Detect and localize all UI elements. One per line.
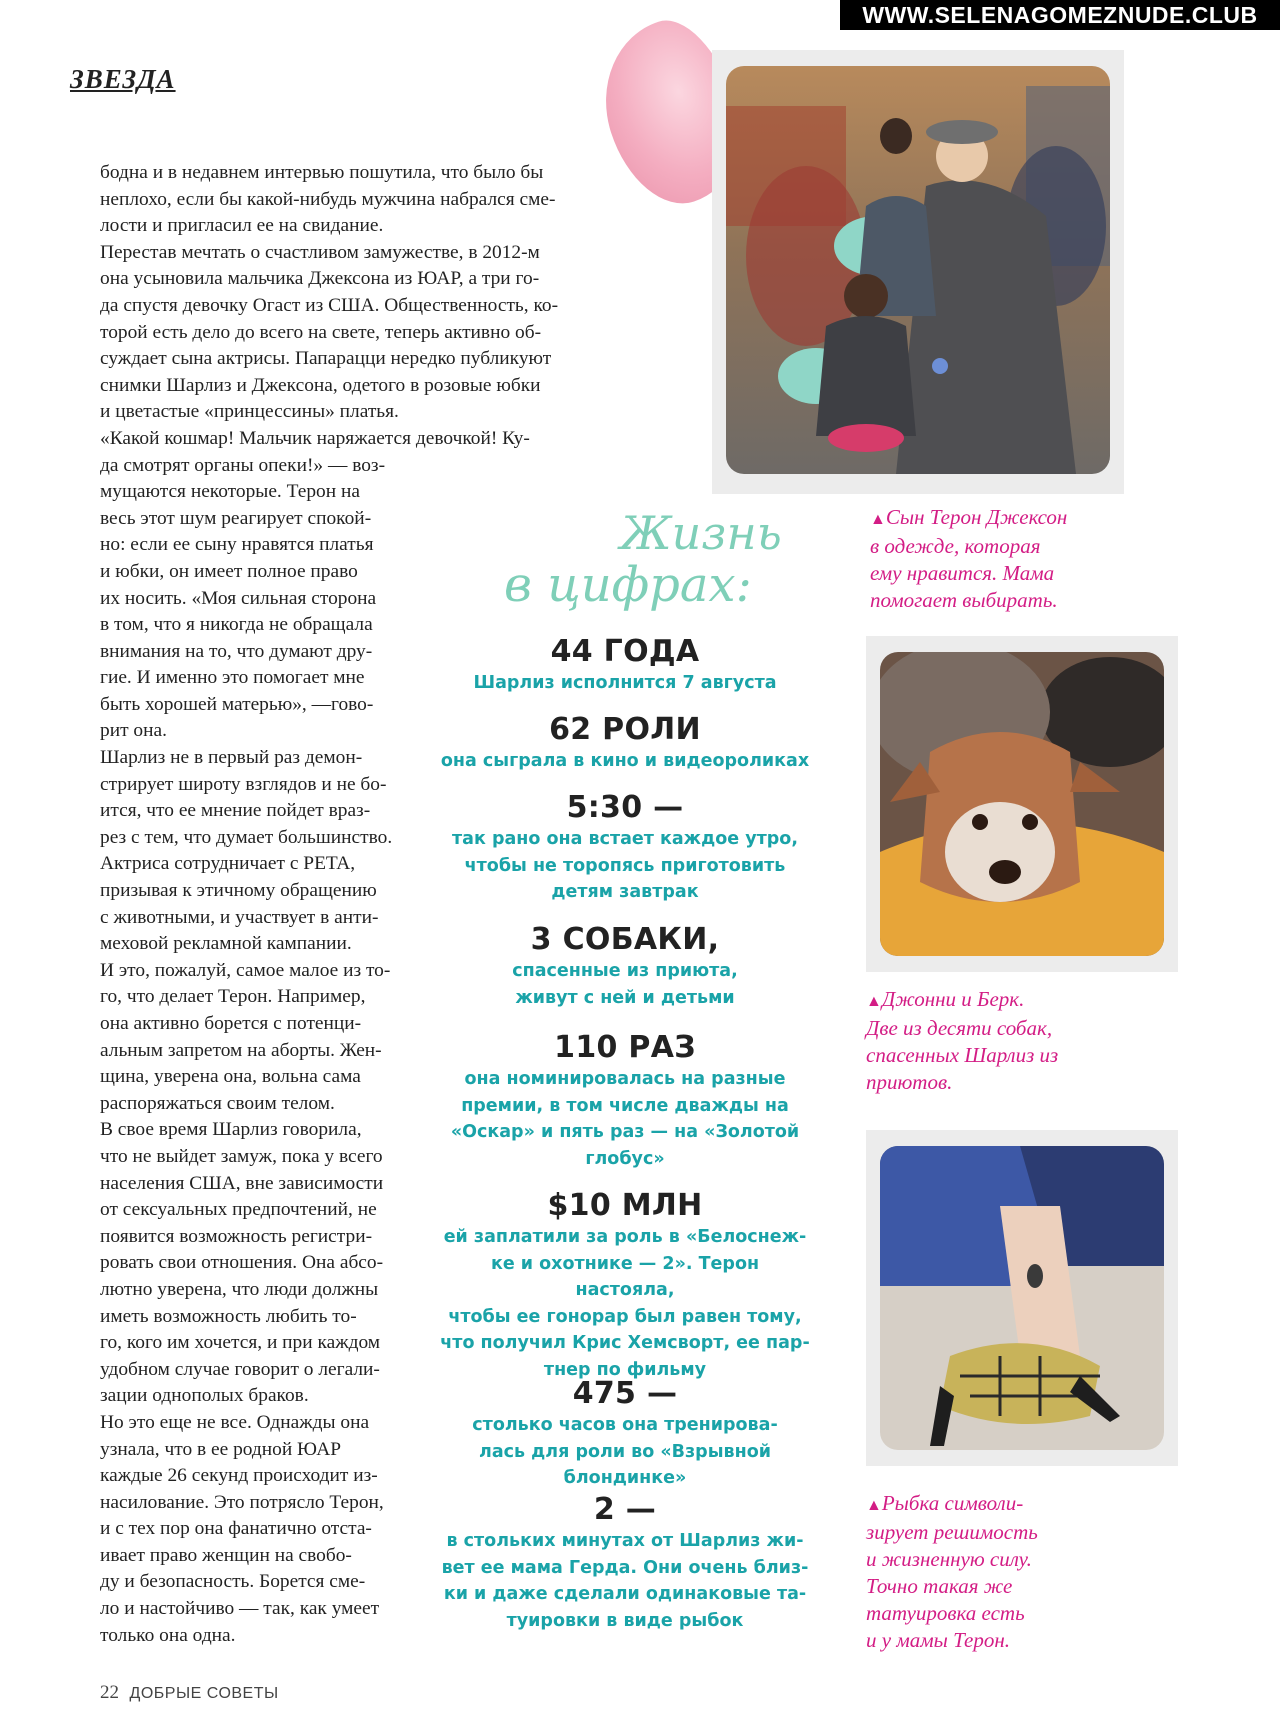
body-line: неплохо, если бы какой-нибудь мужчина набрался сме- [100,188,556,210]
stat-value: 2 — [593,1492,657,1527]
caption-line: и жизненную силу. [866,1547,1032,1571]
caption-line: татуировка есть [866,1601,1025,1625]
stat-block [440,790,810,906]
body-line: узнала, что в ее родной ЮАР [100,1438,342,1460]
body-line: щина, уверена она, вольна сама [100,1066,361,1088]
body-line: насилование. Это потрясло Терон, [100,1491,384,1513]
stat-block [440,1376,810,1492]
stat-block [440,922,810,1011]
body-line: рит она. [100,720,167,742]
body-line: лютно уверена, что люди должны [100,1278,379,1300]
stat-description: ей заплатили за роль в «Белоснеж- [443,1227,807,1247]
body-line: но: если ее сыну нравятся платья [100,534,374,556]
body-line: иметь возможность любить то- [100,1305,357,1327]
caption-triangle-icon: ▲ [866,1497,882,1514]
body-line: и с тех пор она фанатично отста- [100,1518,372,1540]
body-line: ду и безопасность. Борется сме- [100,1571,366,1593]
body-line: каждые 26 секунд происходит из- [100,1465,378,1487]
stat-description: блондинке» [563,1468,687,1489]
stat-block [440,1492,810,1634]
body-line: суждает сына актрисы. Папарацци нередко публикуют [100,348,552,370]
stat-description: ке и охотнике — 2». Терон настояла, [490,1253,760,1301]
body-line: удобном случае говорит о легали- [100,1358,380,1380]
stat-description: спасенные из приюта, [512,961,738,981]
stat-description: глобус» [585,1148,665,1169]
body-line: она активно борется с потенци- [100,1013,362,1034]
caption-line: Две из десяти собак, [866,1016,1053,1040]
body-line: меховой рекламной кампании. [100,933,352,955]
stat-description: «Оскар» и пять раз — на «Золотой [450,1122,800,1143]
body-line: в том, что я никогда не обращала [100,614,373,636]
body-line: да спустя девочку Огаст из США. Общественность, ко- [100,294,559,316]
stat-value: $10 МЛН [547,1188,703,1223]
body-line: Актриса сотрудничает с PETA, [100,853,356,875]
stat-description: она сыграла в кино и видеороликах [440,751,810,771]
photo1-caption [870,504,1210,614]
caption-line: ему нравится. Мама [870,561,1055,585]
watermark: WWW.SELENAGOMEZNUDE.CLUB [840,0,1280,30]
page-footer [100,1682,279,1704]
body-line: ровать свои отношения. Она абсо- [100,1252,384,1274]
stat-block [440,1188,810,1384]
stat-description: она номинировалась на разные [464,1069,786,1089]
stat-description: вет ее мама Герда. Они очень близ- [441,1557,809,1578]
body-line: ивает право женщин на свобо- [100,1544,352,1566]
body-line: Перестав мечтать о счастливом замужестве, в 2012-м [100,241,540,263]
body-line: И это, пожалуй, самое малое из то- [100,959,391,981]
caption-triangle-icon: ▲ [870,511,886,528]
caption-line: Сын Терон Джексон [885,505,1068,529]
stat-value: 44 ГОДА [550,634,700,669]
stat-value: 475 — [572,1376,678,1411]
body-line: стрирует широту взглядов и не бо- [100,773,387,795]
dogs-photo [880,652,1164,956]
body-line: ло и настойчиво — так, как умеет [100,1598,380,1620]
stat-description: премии, в том числе дважды на [461,1095,789,1116]
body-line: с животными, и участвует в анти- [100,906,379,928]
stat-block [440,712,810,775]
body-line: что не выйдет замуж, пока у всего [100,1145,383,1167]
body-line: снимки Шарлиз и Джексона, одетого в розовые юбки [100,374,541,396]
body-line: го, что делает Терон. Например, [100,986,366,1008]
stat-value: 5:30 — [566,790,684,825]
photo2-caption [866,986,1206,1096]
stat-description: так рано она встает каждое утро, [452,829,798,849]
caption-line: зирует решимость [866,1520,1038,1544]
body-line: внимания на то, что думают дру- [100,640,373,662]
body-line: и цветастые «принцессины» платья. [100,401,399,423]
caption-line: Точно такая же [866,1574,1013,1598]
stat-description: детям завтрак [551,882,699,903]
stat-value: 110 РАЗ [554,1030,696,1065]
caption-line: Джонни и Берк. [881,987,1025,1011]
stat-description: тнер по фильму [543,1359,707,1380]
body-line: рез с тем, что думает большинство. [100,826,393,848]
body-line: зации однополых браков. [100,1385,309,1407]
caption-triangle-icon: ▲ [866,993,882,1010]
stat-block [440,634,810,697]
body-line: Но это еще не все. Однажды она [100,1411,370,1433]
stat-description: что получил Крис Хемсворт, ее пар- [440,1333,810,1354]
stat-description: туировки в виде рыбок [506,1610,744,1631]
body-line: и юбки, он имеет полное право [100,560,358,582]
stat-block [440,1030,810,1172]
body-line: быть хорошей матерью», —гово- [100,693,374,715]
body-line: В свое время Шарлиз говорила, [100,1119,362,1141]
tattoo-photo [880,1146,1164,1450]
stats-title [500,505,780,615]
magazine-name: ДОБРЫЕ СОВЕТЫ [129,1685,279,1702]
body-line: го, кого им хочется, и при каждом [100,1332,381,1354]
stat-value: 3 СОБАКИ, [530,922,720,957]
body-line: весь этот шум реагирует спокой- [100,507,372,529]
stat-description: в стольких минутах от Шарлиз жи- [446,1531,804,1551]
stat-description: лась для роли во «Взрывной [479,1441,771,1462]
body-line: она усыновила мальчика Джексона из ЮАР, а три го- [100,268,540,290]
body-line: альным запретом на аборты. Жен- [100,1039,382,1061]
stat-value: 62 РОЛИ [549,712,701,747]
body-line: населения США, вне зависимости [100,1172,384,1194]
body-line: распоряжаться своим телом. [100,1092,335,1114]
body-line: да смотрят органы опеки!» — воз- [100,454,386,476]
body-line: только она одна. [100,1624,236,1646]
body-line: «Какой кошмар! Мальчик наряжается девочкой! Ку- [100,427,530,449]
caption-line: спасенных Шарлиз из [866,1043,1059,1067]
body-line: Шарлиз не в первый раз демон- [100,747,363,769]
caption-line: приютов. [866,1070,953,1094]
family-photo [726,66,1110,474]
section-label: ЗВЕЗДА [70,64,176,94]
body-line: появится возможность регистри- [100,1225,373,1247]
body-line: гие. И именно это помогает мне [100,667,365,689]
photo3-caption [866,1490,1206,1654]
stats-title-line2: в цифрах: [504,557,752,613]
stat-description: чтобы не торопясь приготовить [464,855,786,876]
body-line: лости и пригласил ее на свидание. [100,215,384,237]
body-line: их носить. «Моя сильная сторона [100,587,377,609]
page-number: 22 [100,1682,119,1703]
stat-description: чтобы ее гонорар был равен тому, [448,1306,802,1327]
body-line: торой есть дело до всего на свете, теперь активно об- [100,321,542,343]
body-line: бодна и в недавнем интервью пошутила, что было бы [100,162,544,183]
body-line: от сексуальных предпочтений, не [100,1199,377,1221]
body-line: ится, что ее мнение пойдет враз- [100,800,371,822]
body-line: призывая к этичному обращению [100,880,377,902]
body-line: мущаются некоторые. Терон на [100,481,360,503]
stat-description: Шарлиз исполнится 7 августа [473,673,777,693]
stat-description: столько часов она тренирова- [472,1415,778,1435]
caption-line: Рыбка символи- [881,1491,1024,1515]
caption-line: в одежде, которая [870,534,1041,558]
stats-title-line1: Жизнь [620,506,780,560]
caption-line: и у мамы Терон. [866,1628,1011,1652]
stat-description: живут с ней и детьми [515,987,735,1008]
stat-description: ки и даже сделали одинаковые та- [443,1584,807,1605]
caption-line: помогает выбирать. [870,588,1058,612]
